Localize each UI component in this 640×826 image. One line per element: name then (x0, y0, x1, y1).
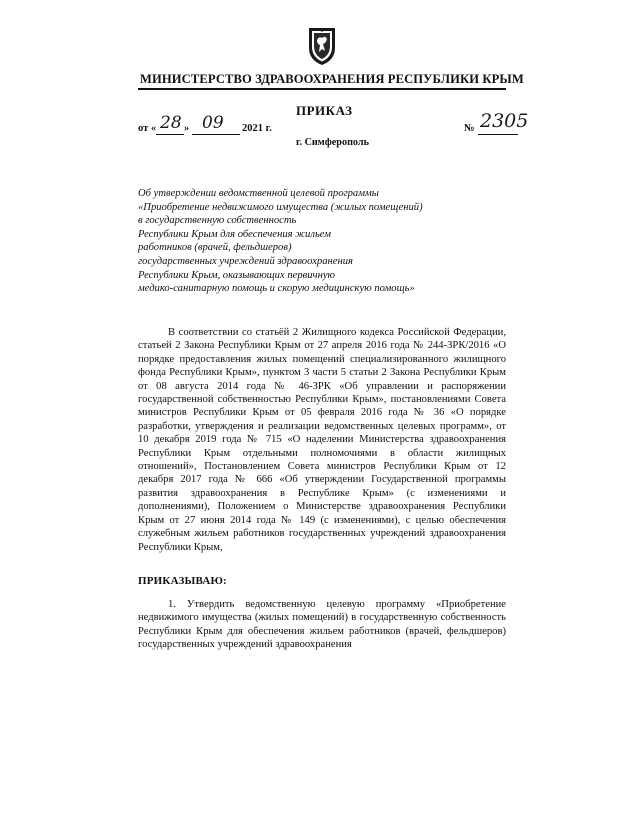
document-type: ПРИКАЗ (296, 103, 353, 118)
header-rule (138, 88, 506, 90)
subject-line: государственных учреждений здравоохранения (138, 255, 353, 267)
month-underline (192, 134, 240, 135)
document-subject (138, 187, 458, 296)
handwritten-number: 2305 (480, 110, 529, 132)
day-underline (156, 134, 184, 135)
subject-line: в государственную собственность (138, 215, 297, 227)
subject-line: Республики Крым, оказывающих первичную (138, 269, 335, 281)
number-underline (478, 134, 518, 135)
ministry-name: МИНИСТЕРСТВО ЗДРАВООХРАНЕНИЯ РЕСПУБЛИКИ КРЫМ (140, 72, 524, 86)
handwritten-day: 28 (160, 113, 182, 133)
number-prefix: № (464, 123, 475, 134)
city: г. Симферополь (296, 137, 369, 148)
subject-line: медико-санитарную помощь и скорую медицинскую помощь» (138, 283, 415, 295)
crimea-coat-of-arms-icon (305, 26, 339, 66)
day-close-quote: » (184, 123, 190, 134)
subject-line: «Приобретение недвижимого имущества (жилых помещений) (138, 201, 423, 213)
preamble-paragraph: В соответствии со статьёй 2 Жилищного кодекса Российской Федерации, статьей 2 Закона Республики Крым от 27 апреля 2016 года № 244-ЗРК/2016 «О порядке предоставления жилых помещений специализированного жилищного фонда Республики Крым», пунктом 3 части 5 статьи 2 Закона Республики Крым от 08 августа 2014 года № 46-ЗРК «Об управлении и распоряжении государственной собственностью Республики Крым», постановлениями Совета министров Республики Крым от 05 февраля 2016 года № 36 «О порядке разработки, утверждения и реализации ведомственных целевых программ», от 10 декабря 2019 года № 715 «О наделении Министерства здравоохранения Республики Крым отдельными полномочиями в области жилищных отношений», Постановлением Совета министров Республики Крым от 12 декабря 2017 года № 666 «Об утверждении Государственной программы развития здравоохранения в Республике Крым» (с изменениями и дополнениями), Положением о Министерстве здравоохранения Республики Крым от 27 июня 2014 года № 149 (с изменениями), с целью обеспечения служебным жильем работников государственных учреждений здравоохранения Республики Крым, (138, 327, 506, 553)
order-heading: ПРИКАЗЫВАЮ: (138, 575, 227, 587)
subject-line: Республики Крым для обеспечения жильем (138, 228, 331, 240)
date-year: 2021 г. (242, 123, 272, 134)
subject-line: Об утверждении ведомственной целевой программы (138, 188, 379, 199)
date-prefix: от « (138, 123, 157, 134)
handwritten-month: 09 (202, 113, 224, 133)
order-item-1: 1. Утвердить ведомственную целевую программу «Приобретение недвижимого имущества (жилых помещений) в государственную собственность Республики Крым для обеспечения жильем работников (врачей, фельдшеров) государственных учреждений здравоохранения (138, 599, 506, 651)
subject-line: работников (врачей, фельдшеров) (138, 242, 292, 254)
